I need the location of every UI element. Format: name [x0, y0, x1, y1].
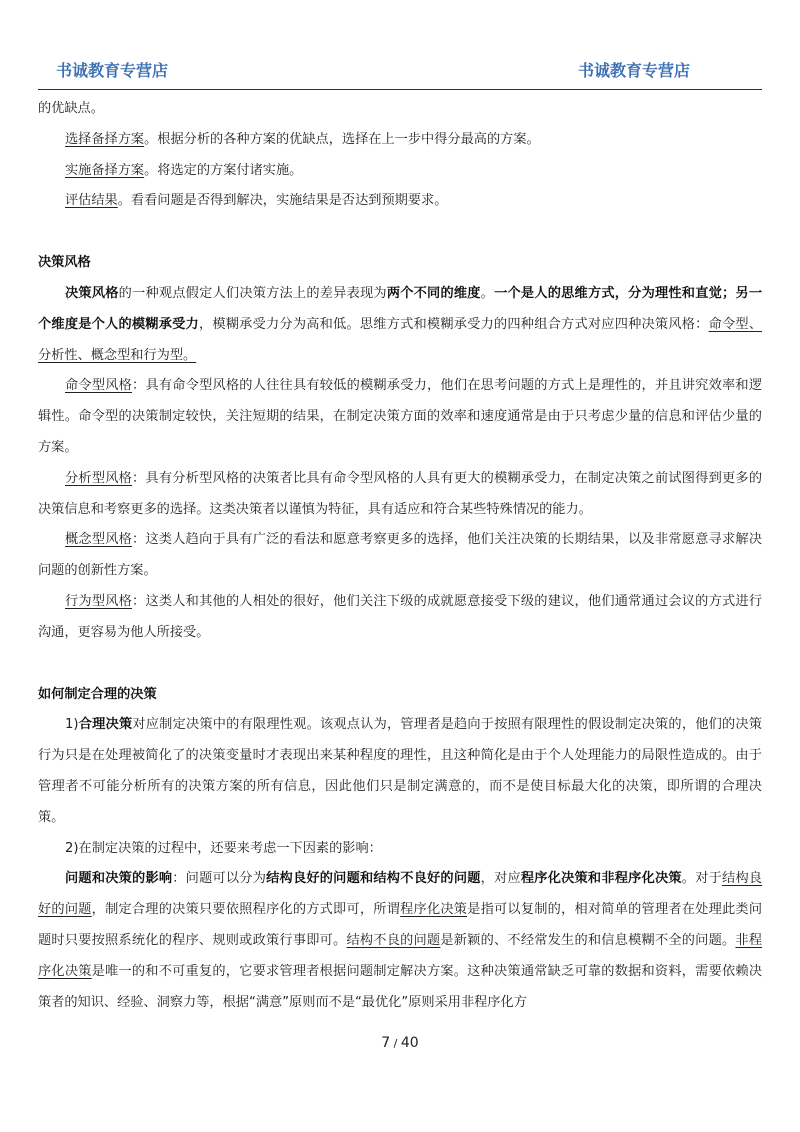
factors-paragraph: 2)在制定决策的过程中，还要来考虑一下因素的影响：: [65, 840, 382, 856]
style-item: [38, 525, 762, 587]
page-number: [0, 1035, 800, 1051]
text-span: 。对于: [681, 871, 723, 887]
page-current: 7: [381, 1035, 391, 1051]
problem-decision-paragraph: [38, 864, 762, 1018]
section-heading: 决策风格: [38, 255, 91, 271]
bold-term: 结构良好的问题和结构不良好的问题: [266, 871, 481, 887]
step-item: [38, 186, 762, 217]
text-span: 1): [65, 717, 79, 733]
text-span: 是唯一的和不可重复的，它要求管理者根据问题制定解决方案。这种决策通常缺乏可靠的数据和资料，需要依赖决策者的知识、经验、洞察力等，根据“满意”原则而不是“最优化”原则采用非程序化方: [38, 963, 763, 1010]
document-body: [38, 94, 762, 1018]
style-item: [38, 587, 762, 649]
page-total: 40: [400, 1035, 419, 1051]
step-term: 评估结果: [65, 193, 118, 209]
section-heading: 如何制定合理的决策: [38, 686, 157, 702]
text-span: ：问题可以分为: [172, 871, 267, 887]
style-item: [38, 371, 762, 463]
step-term: 实施备择方案: [65, 162, 145, 178]
style-text: ：这类人和其他的人相处的很好，他们关注下级的成就愿意接受下级的建议，他们通常通过会议的方式进行沟通，更容易为他人所接受。: [38, 593, 763, 640]
step-term: 选择备择方案: [65, 131, 145, 147]
bold-term: 合理决策: [78, 717, 133, 733]
header-brand-left: 书诚教育专营店: [56, 61, 169, 80]
underlined-text: 非程序化决策: [38, 932, 763, 979]
style-term: 命令型风格: [65, 378, 133, 394]
text-span: 对应制定决策中的有限理性观。该观点认为，管理者是趋向于按照有限理性的假设制定决策的，他们的决策行为只是在处理被简化了的决策变量时才表现出来某种程度的理性，且这种简化是由于个人处理能力的局限性造成的。由于管理者不可能分析所有的决策方案的所有信息，因此他们只是制定满意的，而不是使目标最大化的决策，即所谓的合理决策。: [38, 717, 763, 825]
text-span: 。: [480, 285, 495, 301]
rational-decision-paragraph: [38, 710, 762, 833]
text-span: 是新颖的、不经常发生的和信息模糊不全的问题。: [440, 932, 736, 948]
style-term: 分析型风格: [65, 470, 133, 486]
style-text: ：这类人趋向于具有广泛的看法和愿意考察更多的选择，他们关注决策的长期结果，以及非常愿意寻求解决问题的创新性方案。: [38, 532, 763, 579]
step-item: [38, 125, 762, 156]
bold-term: 两个不同的维度: [386, 285, 481, 301]
style-term: 概念型风格: [65, 532, 133, 548]
text-span: ，对应: [480, 871, 521, 887]
underlined-text: 结构不良的问题: [346, 932, 441, 948]
underlined-text: 结构良好的问题: [38, 871, 763, 918]
bold-term: 决策风格: [65, 285, 119, 301]
text-span: ，制定合理的决策只要依照程序化的方式即可，所谓: [91, 902, 401, 918]
step-item: [38, 156, 762, 187]
intro-line: 的优缺点。: [38, 101, 104, 116]
text-span: ，模糊承受力分为高和低。思维方式和模糊承受力的四种组合方式对应四种决策风格：: [198, 316, 709, 332]
text-span: 是指可以复制的，相对简单的管理者在处理此类问题时只要按照系统化的程序、规则或政策行事即可。: [38, 902, 763, 948]
decision-style-intro: [38, 279, 762, 371]
bold-term: 程序化决策和非程序化决策: [520, 871, 682, 887]
bold-term: 一个是人的思维方式，分为理性和直觉；另一个维度是个人的模糊承受力: [38, 285, 763, 332]
underlined-text: 程序化决策: [400, 902, 468, 918]
step-text: 。将选定的方案付诸实施。: [144, 162, 303, 178]
header-brand-right: 书诚教育专营店: [577, 61, 690, 80]
step-text: 。看看问题是否得到解决，实施结果是否达到预期要求。: [117, 193, 448, 209]
style-text: ：具有分析型风格的决策者比具有命令型风格的人具有更大的模糊承受力，在制定决策之前试图得到更多的决策信息和考察更多的选择。这类决策者以谨慎为特征，具有适应和符合某些特殊情况的能力。: [38, 470, 763, 517]
bold-term: 问题和决策的影响: [65, 871, 173, 887]
page-separator: /: [390, 1037, 401, 1050]
style-text: ：具有命令型风格的人往往具有较低的模糊承受力，他们在思考问题的方式上是理性的，并且讲究效率和逻辑性。命令型的决策制定较快，关注短期的结果，在制定决策方面的效率和速度通常是由于只考虑少量的信息和评估少量的方案。: [38, 378, 763, 455]
style-item: [38, 464, 762, 526]
text-span: 的一种观点假定人们决策方法上的差异表现为: [118, 285, 387, 301]
step-text: 。根据分析的各种方案的优缺点，选择在上一步中得分最高的方案。: [144, 131, 540, 147]
style-term: 行为型风格: [65, 593, 133, 609]
underlined-text: 命令型、分析性、概念型和行为型。: [38, 316, 763, 363]
